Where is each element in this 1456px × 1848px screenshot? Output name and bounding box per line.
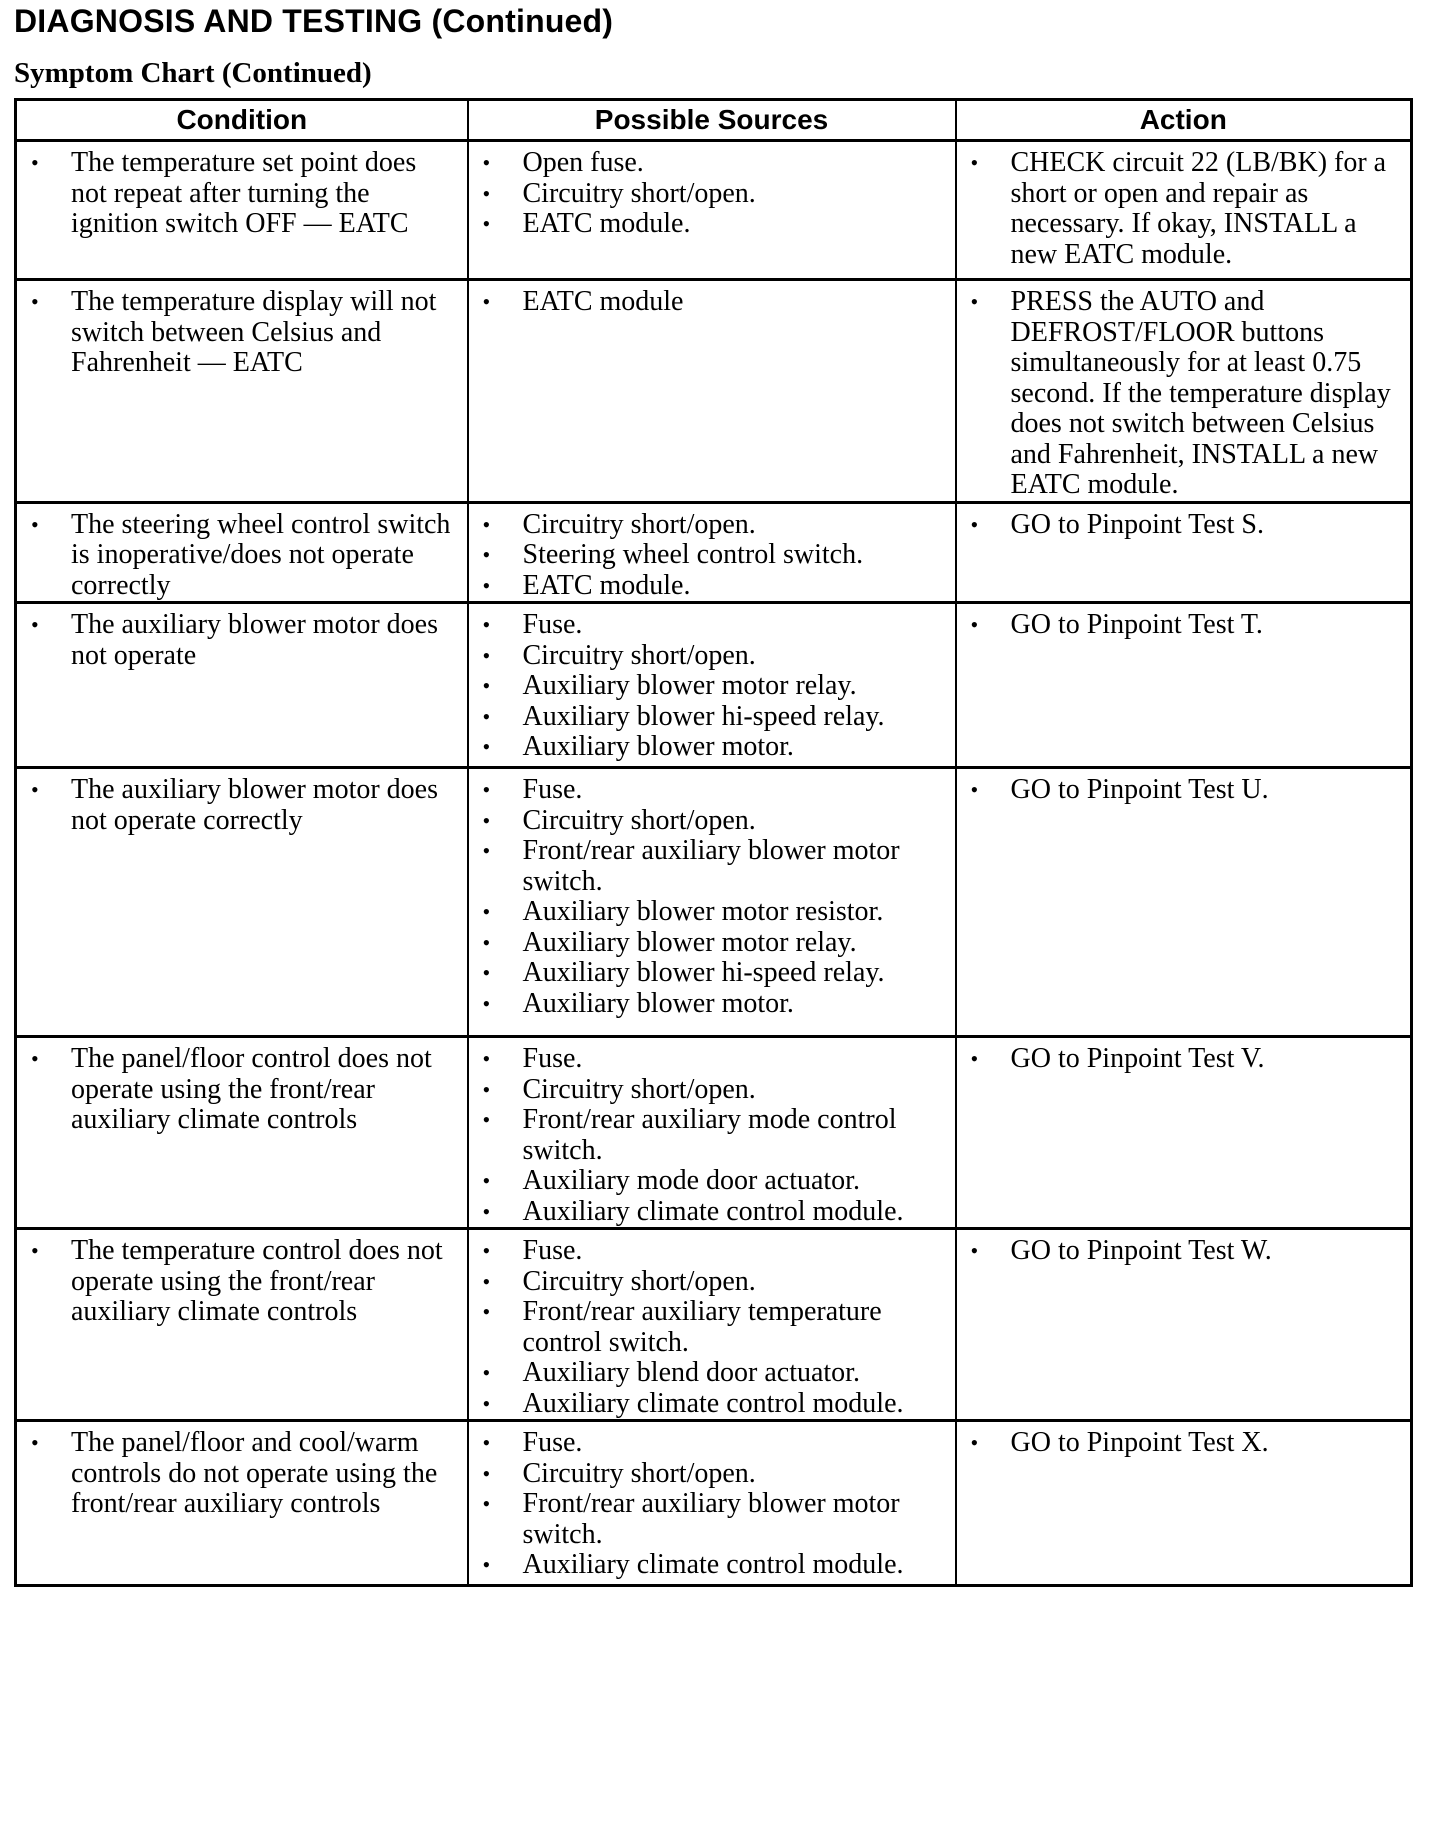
table-row	[16, 141, 1412, 280]
list-item: • Auxiliary blower motor.	[483, 732, 947, 763]
list-item: • GO to Pinpoint Test U.	[971, 775, 1403, 806]
list-item: • Fuse.	[483, 1236, 947, 1267]
list-item: • Steering wheel control switch.	[483, 540, 947, 571]
list-item: • Auxiliary climate control module.	[483, 1197, 947, 1228]
list-item: • Fuse.	[483, 775, 947, 806]
list-item: • Auxiliary climate control module.	[483, 1550, 947, 1581]
table-row	[16, 603, 1412, 768]
sources-cell	[468, 141, 956, 280]
condition-cell	[16, 768, 468, 1037]
list-item: • The panel/floor control does not operate using the front/rear auxiliary climate controls	[31, 1044, 459, 1136]
condition-cell	[16, 502, 468, 603]
table-header-row	[16, 100, 1412, 141]
list-item: • Front/rear auxiliary temperature control switch.	[483, 1297, 947, 1358]
list-item: • Auxiliary blower motor.	[483, 989, 947, 1020]
table-row	[16, 1037, 1412, 1229]
list-item: • Auxiliary blower hi-speed relay.	[483, 958, 947, 989]
list-item: • The temperature set point does not repeat after turning the ignition switch OFF — EATC	[31, 148, 459, 240]
action-cell	[956, 1421, 1412, 1586]
sources-cell	[468, 768, 956, 1037]
action-cell	[956, 502, 1412, 603]
sources-cell	[468, 1421, 956, 1586]
list-item: • Circuitry short/open.	[483, 510, 947, 541]
condition-cell	[16, 280, 468, 503]
list-item: • Auxiliary climate control module.	[483, 1389, 947, 1420]
list-item: • EATC module.	[483, 209, 947, 240]
list-item: • Front/rear auxiliary blower motor switch.	[483, 836, 947, 897]
page-title: DIAGNOSIS AND TESTING (Continued)	[14, 3, 614, 39]
column-header-possible-sources: Possible Sources	[468, 100, 956, 141]
action-cell	[956, 141, 1412, 280]
list-item: • Fuse.	[483, 610, 947, 641]
table-row	[16, 280, 1412, 503]
sources-cell	[468, 502, 956, 603]
condition-cell	[16, 141, 468, 280]
list-item: • Auxiliary blend door actuator.	[483, 1358, 947, 1389]
condition-cell	[16, 1037, 468, 1229]
list-item: • The auxiliary blower motor does not operate correctly	[31, 775, 459, 836]
table-row	[16, 502, 1412, 603]
list-item: • GO to Pinpoint Test T.	[971, 610, 1403, 641]
action-cell	[956, 1229, 1412, 1421]
table-row	[16, 1229, 1412, 1421]
table-row	[16, 1421, 1412, 1586]
list-item: • GO to Pinpoint Test V.	[971, 1044, 1403, 1075]
action-cell	[956, 768, 1412, 1037]
list-item: • The steering wheel control switch is inoperative/does not operate correctly	[31, 510, 459, 602]
symptom-chart-table	[14, 98, 1413, 1587]
list-item: • EATC module	[483, 287, 947, 318]
list-item: • Auxiliary blower hi-speed relay.	[483, 702, 947, 733]
action-cell	[956, 280, 1412, 503]
sources-cell	[468, 603, 956, 768]
section-title: Symptom Chart (Continued)	[14, 57, 372, 89]
column-header-action: Action	[956, 100, 1412, 141]
list-item: • GO to Pinpoint Test X.	[971, 1428, 1403, 1459]
list-item: • GO to Pinpoint Test W.	[971, 1236, 1403, 1267]
column-header-condition: Condition	[16, 100, 468, 141]
list-item: • GO to Pinpoint Test S.	[971, 510, 1403, 541]
list-item: • The panel/floor and cool/warm controls do not operate using the front/rear auxiliary controls	[31, 1428, 459, 1520]
list-item: • Circuitry short/open.	[483, 1459, 947, 1490]
list-item: • Front/rear auxiliary mode control switch.	[483, 1105, 947, 1166]
list-item: • Circuitry short/open.	[483, 641, 947, 672]
sources-cell	[468, 1229, 956, 1421]
list-item: • Circuitry short/open.	[483, 179, 947, 210]
list-item: • Auxiliary blower motor resistor.	[483, 897, 947, 928]
sources-cell	[468, 280, 956, 503]
list-item: • Front/rear auxiliary blower motor switch.	[483, 1489, 947, 1550]
action-cell	[956, 603, 1412, 768]
list-item: • Open fuse.	[483, 148, 947, 179]
list-item: • Auxiliary mode door actuator.	[483, 1166, 947, 1197]
sources-cell	[468, 1037, 956, 1229]
list-item: • Circuitry short/open.	[483, 1267, 947, 1298]
condition-cell	[16, 1229, 468, 1421]
condition-cell	[16, 1421, 468, 1586]
list-item: • Auxiliary blower motor relay.	[483, 671, 947, 702]
condition-cell	[16, 603, 468, 768]
list-item: • Fuse.	[483, 1428, 947, 1459]
action-cell	[956, 1037, 1412, 1229]
list-item: • The temperature display will not switch between Celsius and Fahrenheit — EATC	[31, 287, 459, 379]
list-item: • The auxiliary blower motor does not operate	[31, 610, 459, 671]
list-item: • PRESS the AUTO and DEFROST/FLOOR buttons simultaneously for at least 0.75 second. If the temperature display does not switch between Celsius and Fahrenheit, INSTALL a new EATC module.	[971, 287, 1403, 501]
list-item: • EATC module.	[483, 571, 947, 602]
list-item: • The temperature control does not operate using the front/rear auxiliary climate controls	[31, 1236, 459, 1328]
list-item: • Circuitry short/open.	[483, 1075, 947, 1106]
list-item: • Circuitry short/open.	[483, 806, 947, 837]
table-row	[16, 768, 1412, 1037]
list-item: • Fuse.	[483, 1044, 947, 1075]
list-item: • Auxiliary blower motor relay.	[483, 928, 947, 959]
list-item: • CHECK circuit 22 (LB/BK) for a short or open and repair as necessary. If okay, INSTALL a new EATC module.	[971, 148, 1403, 270]
